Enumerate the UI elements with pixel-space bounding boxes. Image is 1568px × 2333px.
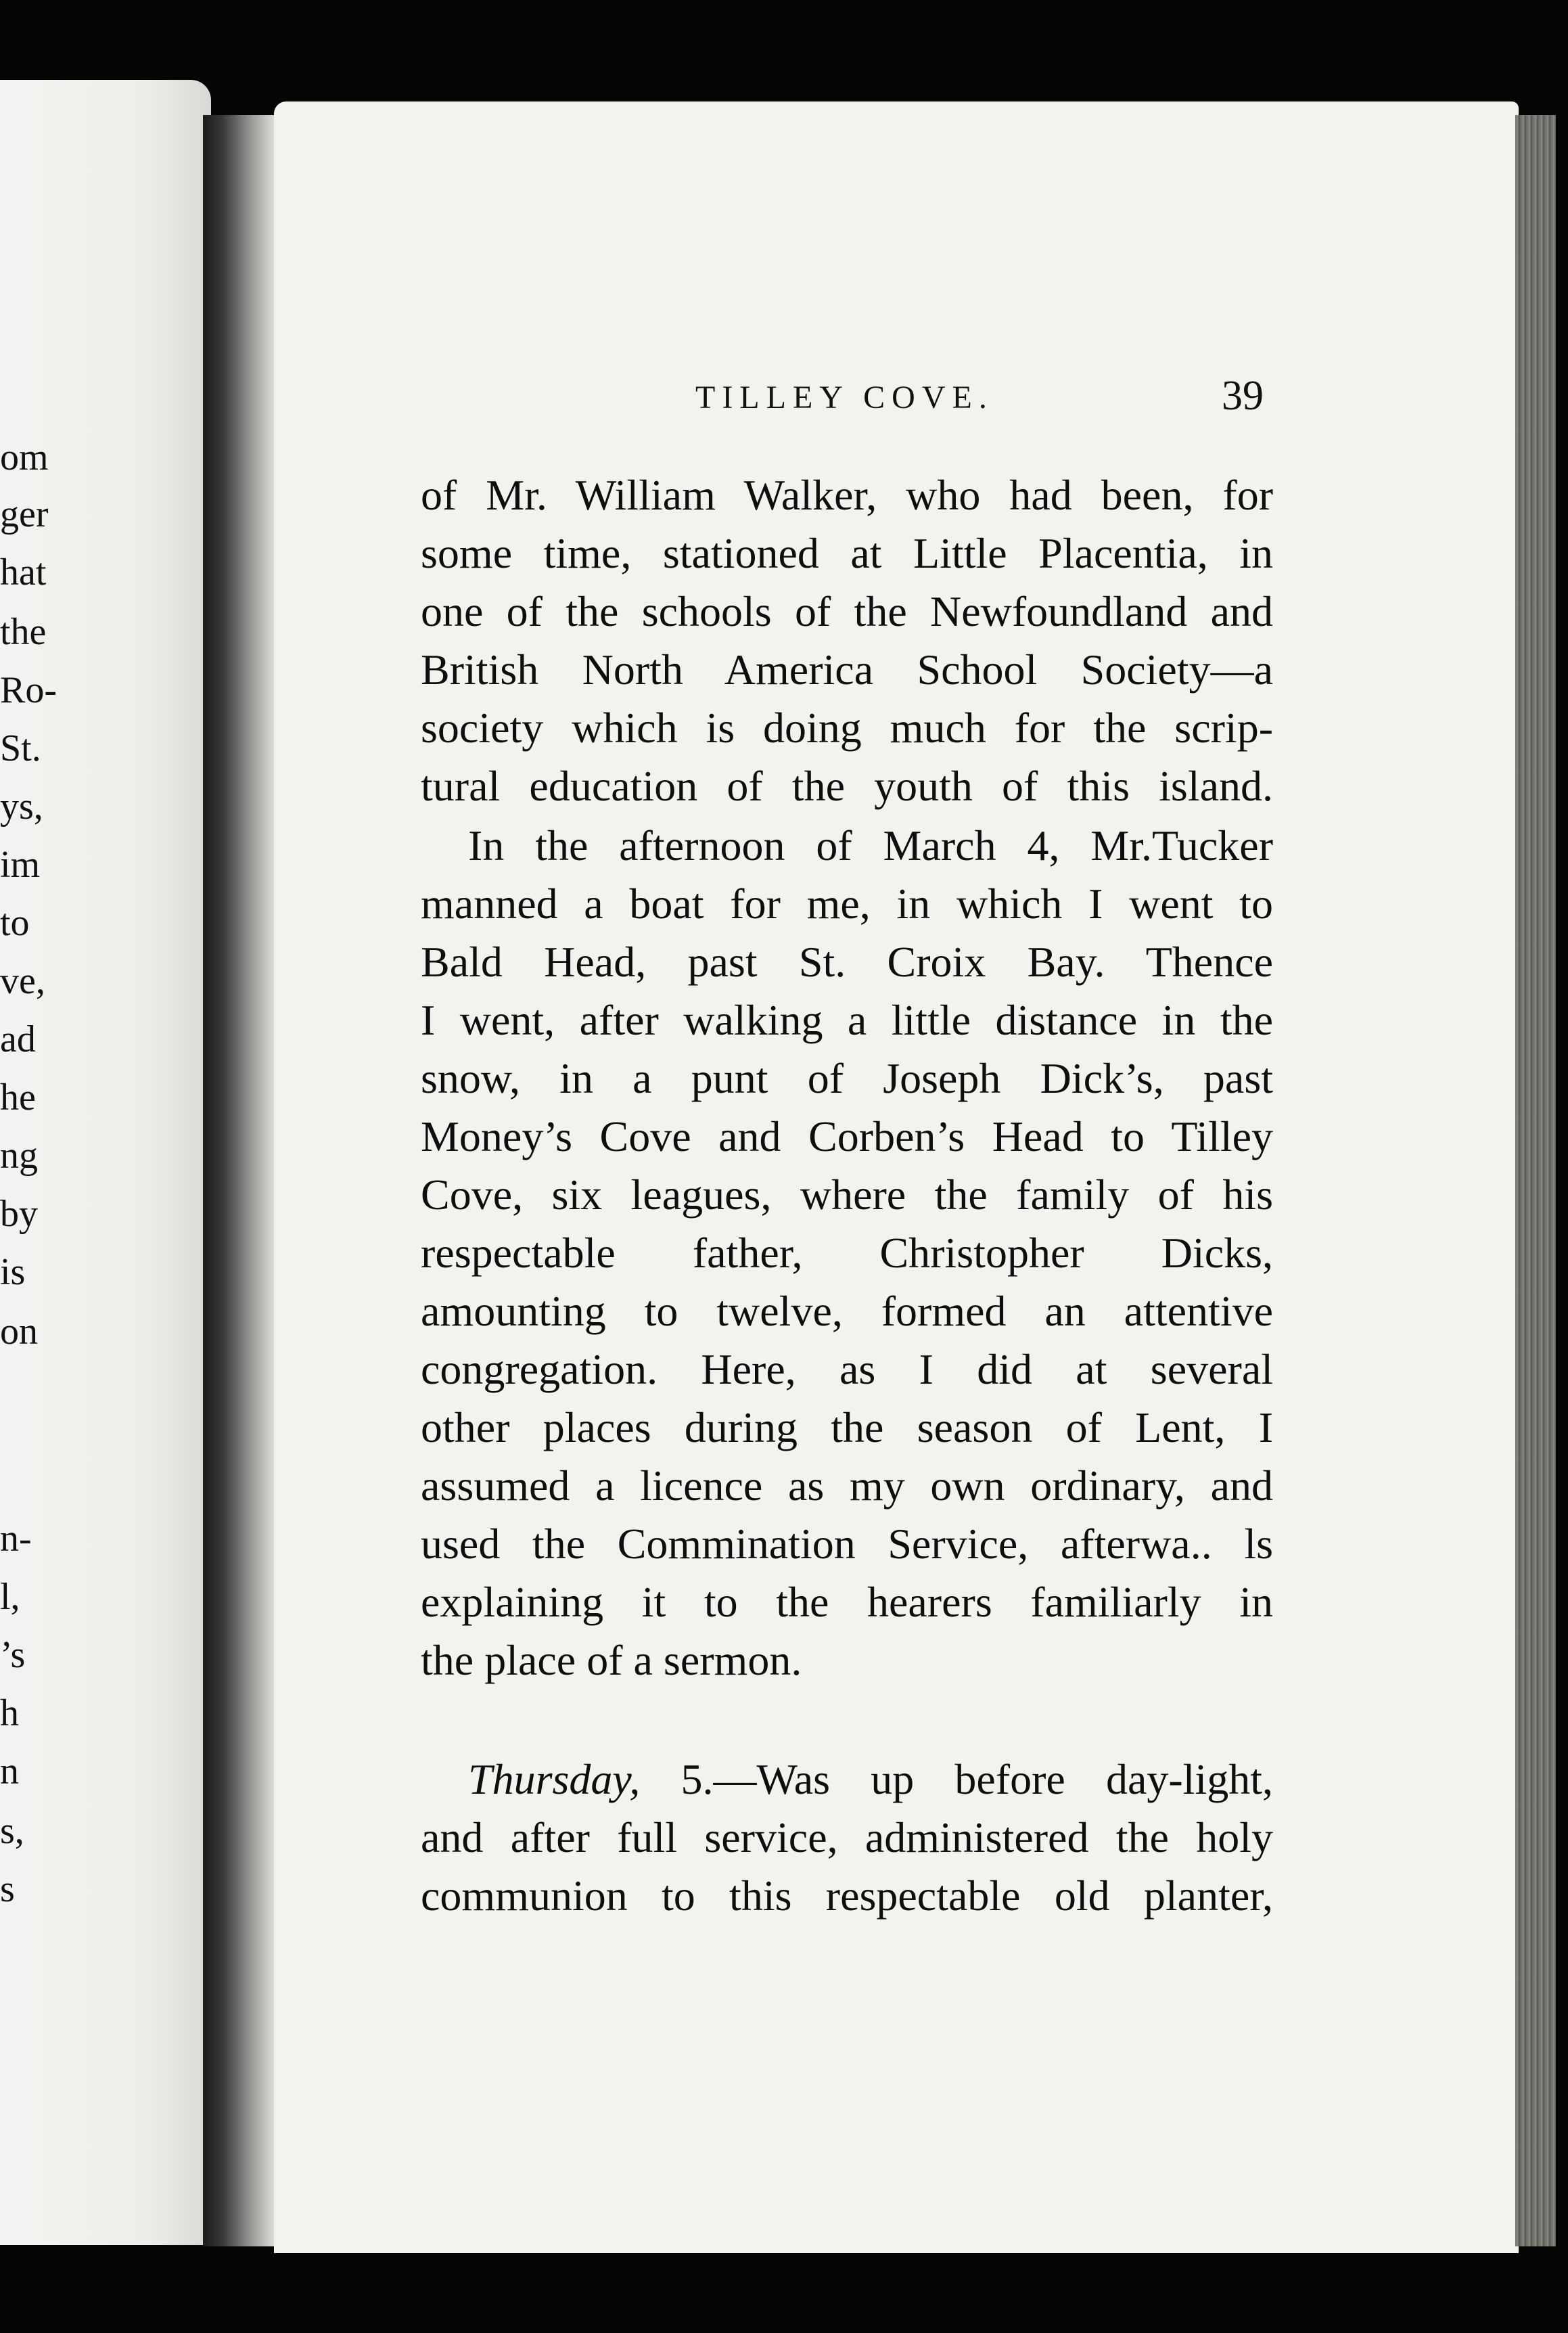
left-page-fragment: n bbox=[0, 1750, 19, 1792]
left-page-fragment: he bbox=[0, 1077, 36, 1118]
left-page-fragment: h bbox=[0, 1692, 19, 1734]
text-line: snow, in a punt of Joseph Dick’s, past bbox=[421, 1054, 1273, 1102]
text-line: used the Commination Service, afterwa.. ls bbox=[421, 1520, 1273, 1568]
text-line: British North America School Society—a bbox=[421, 645, 1273, 694]
running-head: TILLEY COVE. bbox=[695, 380, 994, 415]
text-line: congregation. Here, as I did at several bbox=[421, 1345, 1273, 1393]
left-page-fragment: ng bbox=[0, 1135, 38, 1177]
left-page-fragment: s, bbox=[0, 1810, 24, 1852]
left-page-fragment: im bbox=[0, 844, 41, 886]
entry-text: 5.—Was up before day-light, bbox=[640, 1755, 1273, 1803]
left-page-fragment: hat bbox=[0, 551, 47, 593]
page-number: 39 bbox=[1222, 373, 1264, 419]
text-line: I went, after walking a little distance in the bbox=[421, 996, 1273, 1044]
left-page-fragment: l, bbox=[0, 1576, 20, 1618]
left-page-fragment: is bbox=[0, 1251, 26, 1293]
left-page-fragment: om bbox=[0, 436, 49, 478]
text-line: explaining it to the hearers familiarly in bbox=[421, 1578, 1273, 1626]
left-page-fragment: ve, bbox=[0, 960, 45, 1002]
text-line bbox=[468, 1751, 1273, 1808]
left-page-fragment: ys, bbox=[0, 786, 43, 828]
left-page-fragment: the bbox=[0, 611, 47, 653]
left-page-fragment: Ro- bbox=[0, 669, 57, 711]
left-page-fragment: ger bbox=[0, 493, 49, 535]
left-page-fragment: s bbox=[0, 1868, 15, 1910]
text-line: of Mr. William Walker, who had been, for bbox=[421, 471, 1273, 519]
text-line: Bald Head, past St. Croix Bay. Thence bbox=[421, 938, 1273, 986]
left-page-fragment: by bbox=[0, 1193, 38, 1235]
text-line: amounting to twelve, formed an attentive bbox=[421, 1287, 1273, 1335]
text-line: Cove, six leagues, where the family of his bbox=[421, 1171, 1273, 1219]
page-edge bbox=[1515, 115, 1556, 2246]
left-page-fragment: St. bbox=[0, 727, 41, 769]
text-line: one of the schools of the Newfoundland and bbox=[421, 587, 1273, 635]
text-line: In the afternoon of March 4, Mr.Tucker bbox=[468, 821, 1273, 869]
text-line: society which is doing much for the scrip- bbox=[421, 704, 1273, 752]
text-line: and after full service, administered the holy bbox=[421, 1813, 1273, 1861]
text-line: tural education of the youth of this island. bbox=[421, 762, 1273, 810]
left-page-fragment: to bbox=[0, 902, 30, 944]
left-page-fragment: on bbox=[0, 1311, 38, 1353]
text-line: respectable father, Christopher Dicks, bbox=[421, 1229, 1273, 1277]
left-page-fragment: n- bbox=[0, 1518, 32, 1560]
text-line: some time, stationed at Little Placentia, in bbox=[421, 529, 1273, 577]
text-line: assumed a licence as my own ordinary, and bbox=[421, 1462, 1273, 1510]
text-line: communion to this respectable old planter, bbox=[421, 1872, 1273, 1920]
text-line: manned a boat for me, in which I went to bbox=[421, 880, 1273, 928]
text-line: the place of a sermon. bbox=[421, 1636, 802, 1684]
page-gutter bbox=[203, 115, 284, 2246]
day-name: Thursday, bbox=[468, 1755, 641, 1803]
text-line: Money’s Cove and Corben’s Head to Tilley bbox=[421, 1112, 1273, 1160]
left-page-fragment: ad bbox=[0, 1018, 36, 1060]
left-page-fragment: ’s bbox=[0, 1634, 26, 1676]
left-facing-page bbox=[0, 80, 211, 2245]
text-line: other places during the season of Lent, I bbox=[421, 1403, 1273, 1451]
